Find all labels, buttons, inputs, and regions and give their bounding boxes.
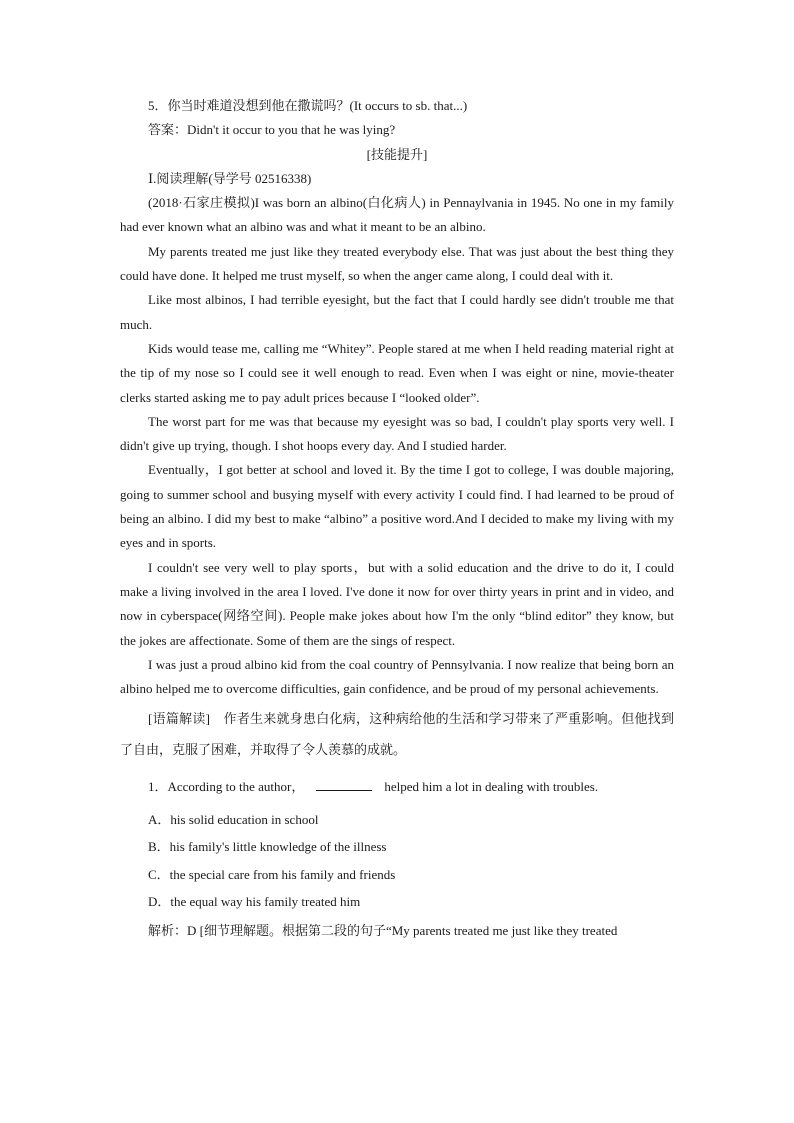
passage-paragraph-5: The worst part for me was that because my eyesight was so bad, I couldn't play sports very well. I didn't give up trying, though. I shot hoops every day. And I studied harder. <box>120 413 674 454</box>
option-b: B．his family's little knowledge of the illness <box>148 839 387 855</box>
section-title: [技能提升] <box>366 146 428 162</box>
passage-paragraph-6: Eventually，I got better at school and loved it. By the time I got to college, I was double majoring, going to summer school and busying myself with every activity I could find. I had learned to be proud of being an albino. I did my best to make “albino” a positive word.And I decided to make my living with my eyes and in sports. <box>120 462 674 551</box>
option-c: C．the special care from his family and friends <box>148 866 396 882</box>
answer-text: Didn't it occur to you that he was lying? <box>187 122 396 138</box>
option-a: A．his solid education in school <box>148 811 319 827</box>
question-1-stem-before: 1．According to the author， <box>148 779 305 795</box>
question-1-stem-after: helped him a lot in dealing with troubles. <box>384 779 599 795</box>
passage-paragraph-7: I couldn't see very well to play sports，but with a solid education and the drive to do it, I could make a living involved in the area I loved. I've done it now for over thirty years in print and in video, and now in cyberspace(网络空间). People make jokes about how I'm the only “blind editor” they know, but the jokes are affectionate. Some of them are the sings of respect. <box>120 559 674 648</box>
passage-paragraph-3: Like most albinos, I had terrible eyesight, but the fact that I could hardly see didn't trouble me that much. <box>120 292 674 332</box>
question-1-stem <box>148 775 674 799</box>
summary <box>120 703 674 765</box>
passage-paragraph-1: (2018·石家庄模拟)I was born an albino(白化病人) in Pennaylvania in 1945. No one in my family had ever known what an albino was and what it meant to be an albino. <box>120 195 674 235</box>
answer-label: 答案： <box>148 122 188 138</box>
summary-label: [语篇解读] <box>148 711 210 727</box>
document-content <box>120 94 674 944</box>
question-5-prompt: 5．你当时难道没想到他在撒谎吗？(It occurs to sb. that...) <box>148 98 468 113</box>
passage-paragraph-4: Kids would tease me, calling me “Whitey”. People stared at me when I held reading material right at the tip of my nose so I could see it well enough to read. Even when I was eight or nine, movie-theater clerks started asking me to pay adult prices because I “looked older”. <box>120 340 674 405</box>
question-5-answer <box>148 118 674 142</box>
analysis: 解析：D [细节理解题。根据第二段的句子“My parents treated me just like they treated <box>148 923 618 939</box>
summary-text: 作者生来就身患白化病，这种病给他的生活和学习带来了严重影响。但他找到了自由，克服了困难，并取得了令人羡慕的成就。 <box>120 711 674 758</box>
passage-paragraph-8: I was just a proud albino kid from the coal country of Pennsylvania. I now realize that being born an albino helped me to overcome difficulties, gain confidence, and be proud of my personal achievements. <box>120 656 674 697</box>
option-d: D．the equal way his family treated him <box>148 893 361 909</box>
passage-paragraph-2: My parents treated me just like they treated everybody else. That was just about the best thing they could have done. It helped me trust myself, so when the anger came along, I could deal with it. <box>120 243 674 284</box>
question-1-options <box>120 806 674 916</box>
reading-header: Ⅰ.阅读理解(导学号 02516338) <box>148 170 312 186</box>
answer-blank <box>316 778 372 791</box>
